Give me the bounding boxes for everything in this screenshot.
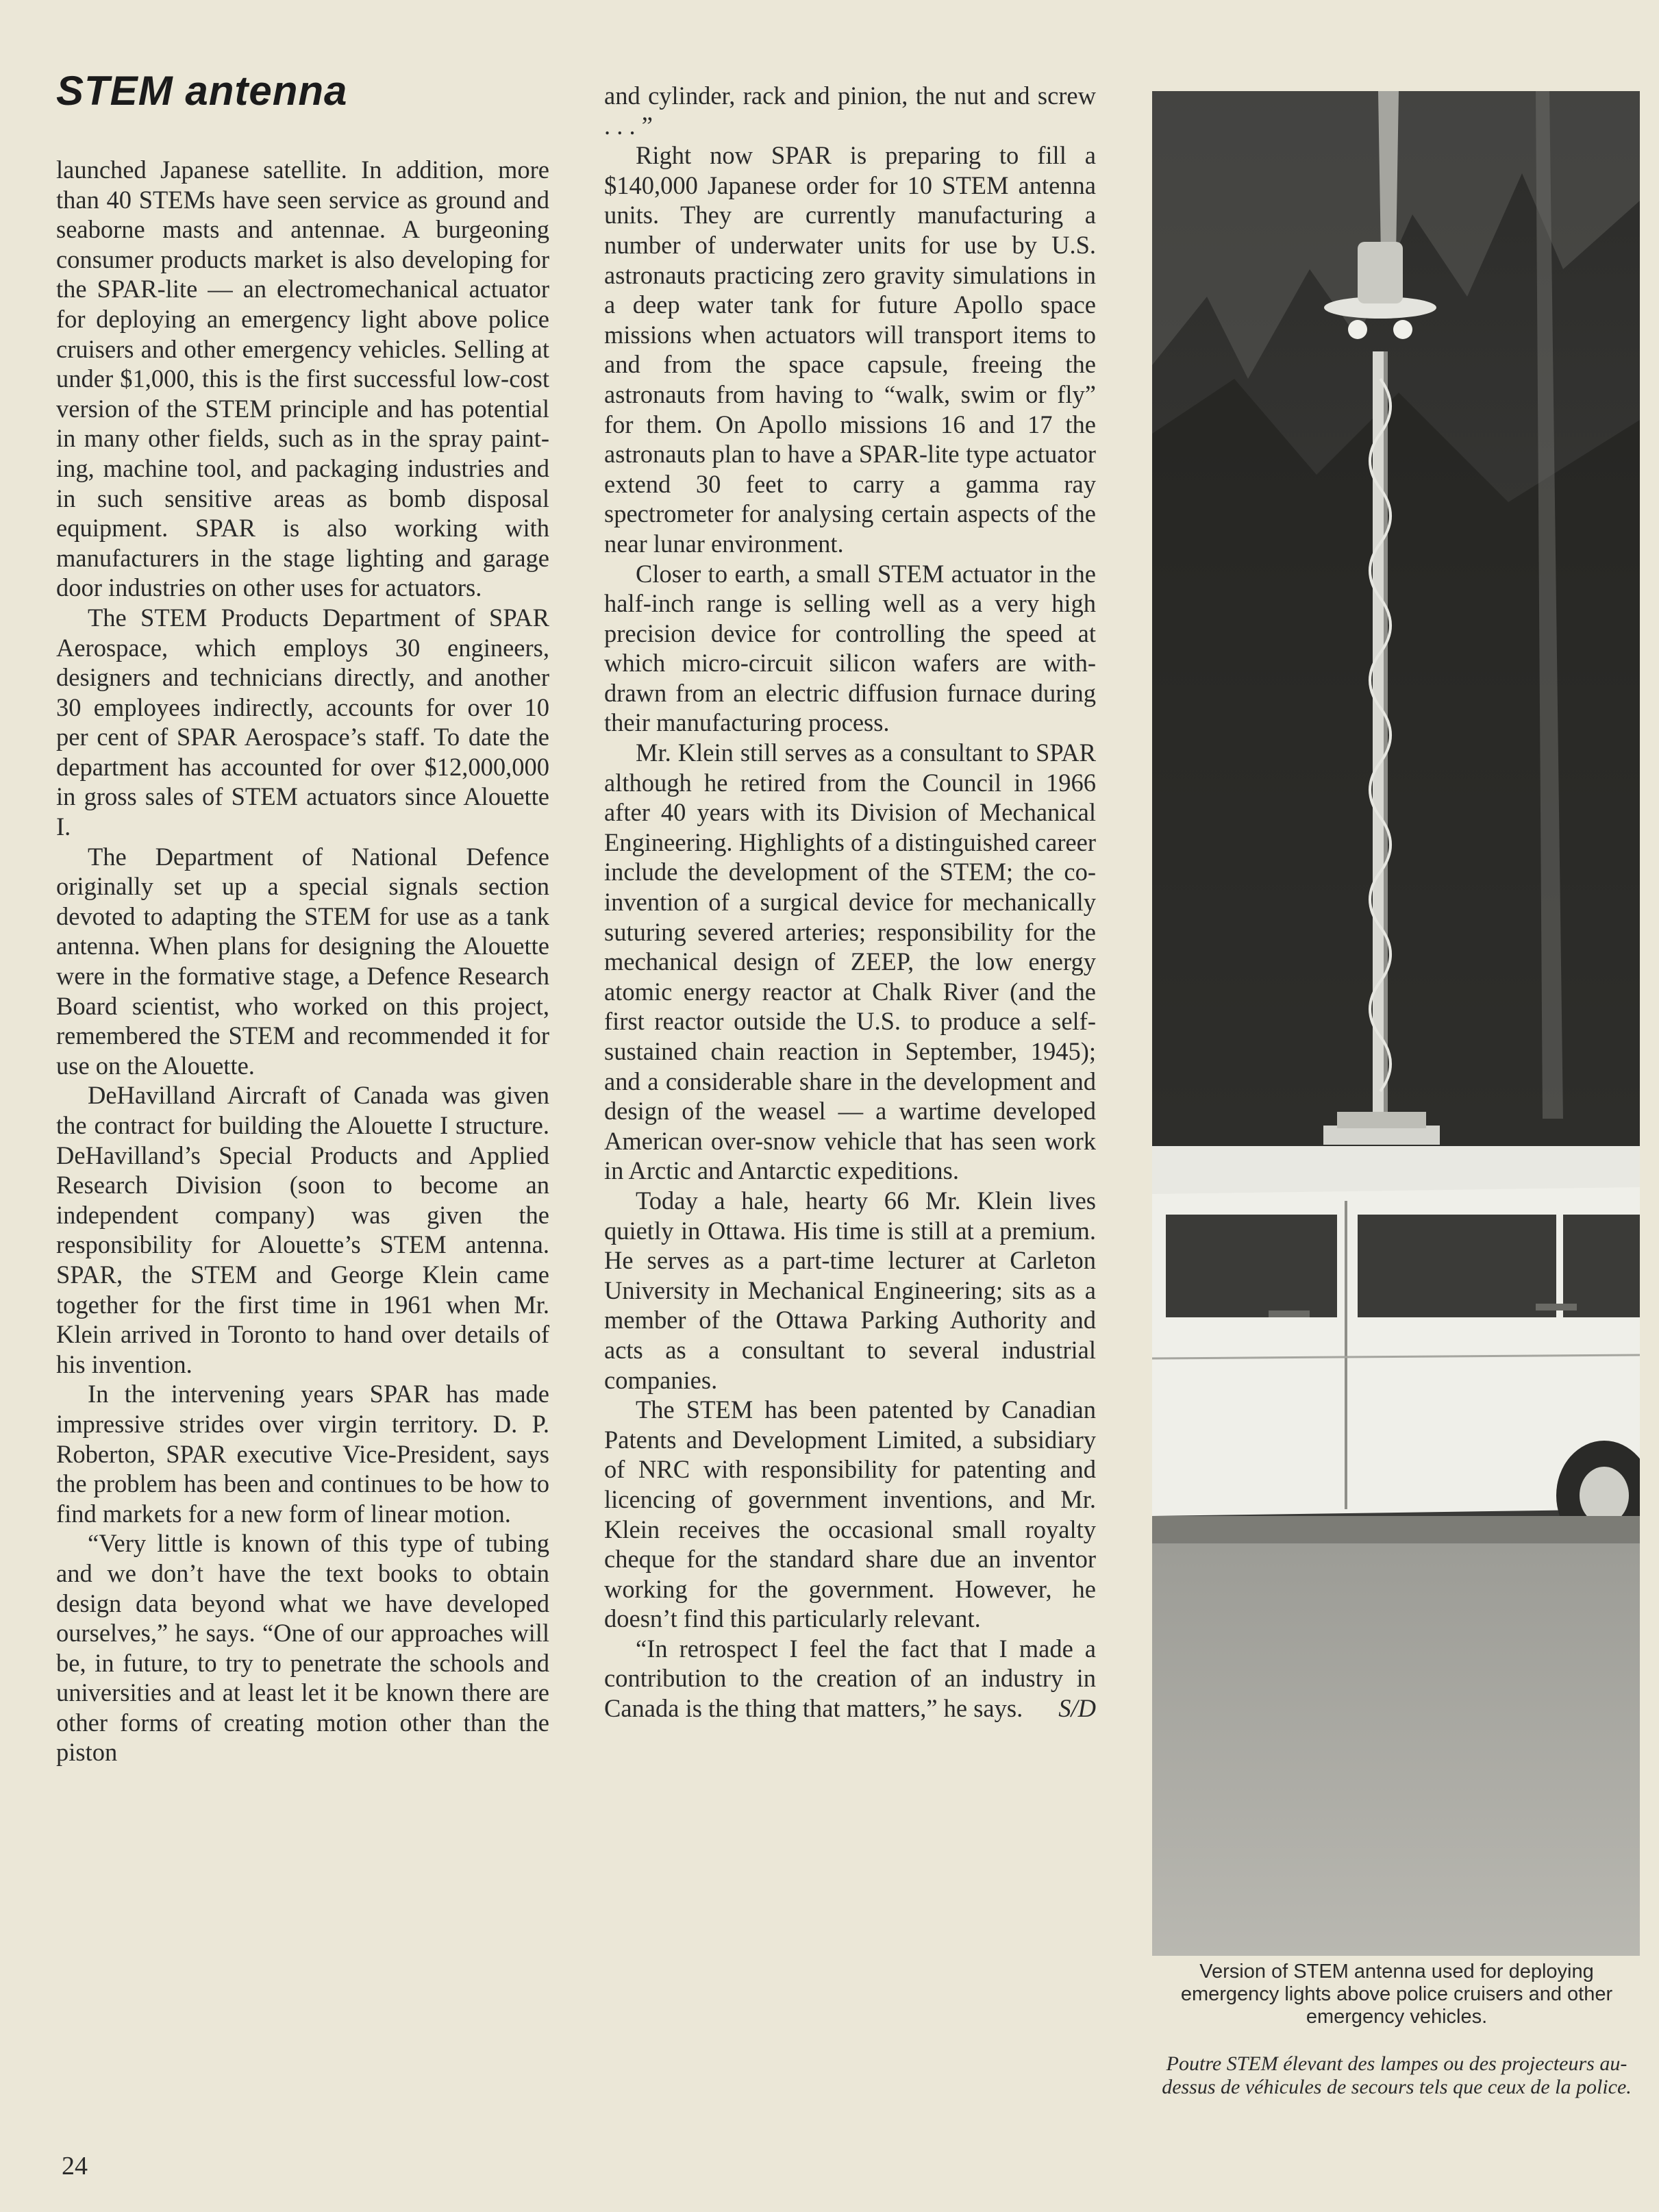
paragraph: and cylinder, rack and pinion, the nut and screw . . . ” (604, 82, 1096, 140)
article-column-middle (604, 81, 1096, 1724)
paragraph: Today a hale, hearty 66 Mr. Klein lives quietly in Ottawa. His time is still at a premium. He serves as a part-time lecturer at Carleton University in Mechanical Engineering; sits as a member of the Ottawa Parking Authority and acts as a consultant to several industrial companies. (604, 1186, 1096, 1394)
paragraph: DeHavilland Aircraft of Canada was given the contract for building the Alouette I structure. DeHavilland’s Special Products and Applied Research Division (soon to become an independent company) was given the responsibility for Alouette’s STEM antenna. SPAR, the STEM and George Klein came together for the first time in 1961 when Mr. Klein arrived in Toronto to hand over details of his invention. (56, 1081, 549, 1378)
paragraph: The STEM has been patented by Canadian Patents and Development Limited, a subsidiary of NRC with responsibility for patenting and licencing of government inventions, and Mr. Klein receives the occasional small royalty cheque for the standard share due an inventor working for the government. However, he doesn’t find this particularly relevant. (604, 1395, 1096, 1633)
paragraph: “Very little is known of this type of tubing and we don’t have the text books to obtain design data beyond what we have developed ourselves,” he says. “One of our approaches will be, in future, to try to penetrate the schools and universities and at least let it be known there are other forms of creating motion other than the piston (56, 1529, 549, 1767)
paragraph: Mr. Klein still serves as a consultant to SPAR although he retired from the Council in 1966 after 40 years with its Division of Mechanical Engineering. Highlights of a distinguished career include the development of the STEM; the co-invention of a surgical device for mechanically suturing severed arteries; responsibility for the mechanical design of ZEEP, the low energy atomic energy reactor at Chalk River (and the first reactor outside the U.S. to produce a self-sustained chain reaction in September, 1945); and a considerable share in the development and design of the weasel — a wartime developed American over-snow vehicle that has seen work in Arctic and Antarctic expeditions. (604, 738, 1096, 1185)
paragraph-text: “In retrospect I feel the fact that I made a contribution to the creation of an industry in Canada is the thing that matters,” he says. (604, 1634, 1096, 1723)
stem-antenna-police-car-photo (1152, 91, 1640, 1956)
paragraph: The Department of National Defence originally set up a special signals section devoted to adapting the STEM for use as a tank antenna. When plans for designing the Alouette were in the formative stage, a Defence Research Board scientist, who worked on this project, remembered the STEM and recommended it for use on the Alouette. (56, 842, 549, 1080)
paragraph: launched Japanese satellite. In addition, more than 40 STEMs have seen service as ground and seaborne masts and antennae. A burgeoning consumer products market is also developing for the SPAR-lite — an electromechanical actuator for deploying an emergency light above police cruisers and other emergency vehicles. Selling at under $1,000, this is the first successful low-cost version of the STEM principle and has potential in many other fields, such as in the spray painting, machine tool, and packaging industries and in such sensitive areas as bomb disposal equipment. SPAR is also working with manufacturers in the stage lighting and garage door industries on other uses for actuators. (56, 156, 549, 602)
paragraph: The STEM Products Department of SPAR Aerospace, which employs 30 engineers, designers and technicians directly, and another 30 employees indirectly, accounts for over 10 per cent of SPAR Aerospace’s staff. To date the department has accounted for over $12,000,000 in gross sales of STEM actuators since Alouette I. (56, 603, 549, 841)
paragraph-last (604, 1634, 1096, 1724)
paragraph: In the intervening years SPAR has made impressive strides over virgin territory. D. P. Roberton, SPAR executive Vice-President, says the problem has been and continues to be how to find markets for a new form of linear motion. (56, 1380, 549, 1528)
page-number: 24 (62, 2152, 88, 2180)
paragraph: Closer to earth, a small STEM actuator in the half-inch range is selling well as a very high precision device for controlling the speed at which micro-circuit silicon wafers are withdrawn from an electric diffusion furnace during their manufacturing process. (604, 559, 1096, 737)
article-column-left (56, 155, 549, 1767)
photo-caption-french: Poutre STEM élevant des lampes ou des projecteurs au-dessus de véhicules de secours tels que ceux de la police. (1162, 2052, 1632, 2098)
photo-caption-english: Version of STEM antenna used for deploying emergency lights above police cruisers and other emergency vehicles. (1180, 1961, 1613, 2028)
paragraph: Right now SPAR is preparing to fill a $140,000 Japanese order for 10 STEM antenna units. They are currently manufacturing a number of underwater units for use by U.S. astronauts practicing zero gravity simulations in a deep water tank for future Apollo space missions when actuators will transport items to and from the space capsule, freeing the astronauts from having to “walk, swim or fly” for them. On Apollo missions 16 and 17 the astronauts plan to have a SPAR-lite type actuator extend 30 feet to carry a gamma ray spectrometer for analysing certain aspects of the near lunar environment. (604, 141, 1096, 558)
author-signature: S/D (1058, 1694, 1096, 1723)
page-title: STEM antenna (56, 68, 348, 114)
